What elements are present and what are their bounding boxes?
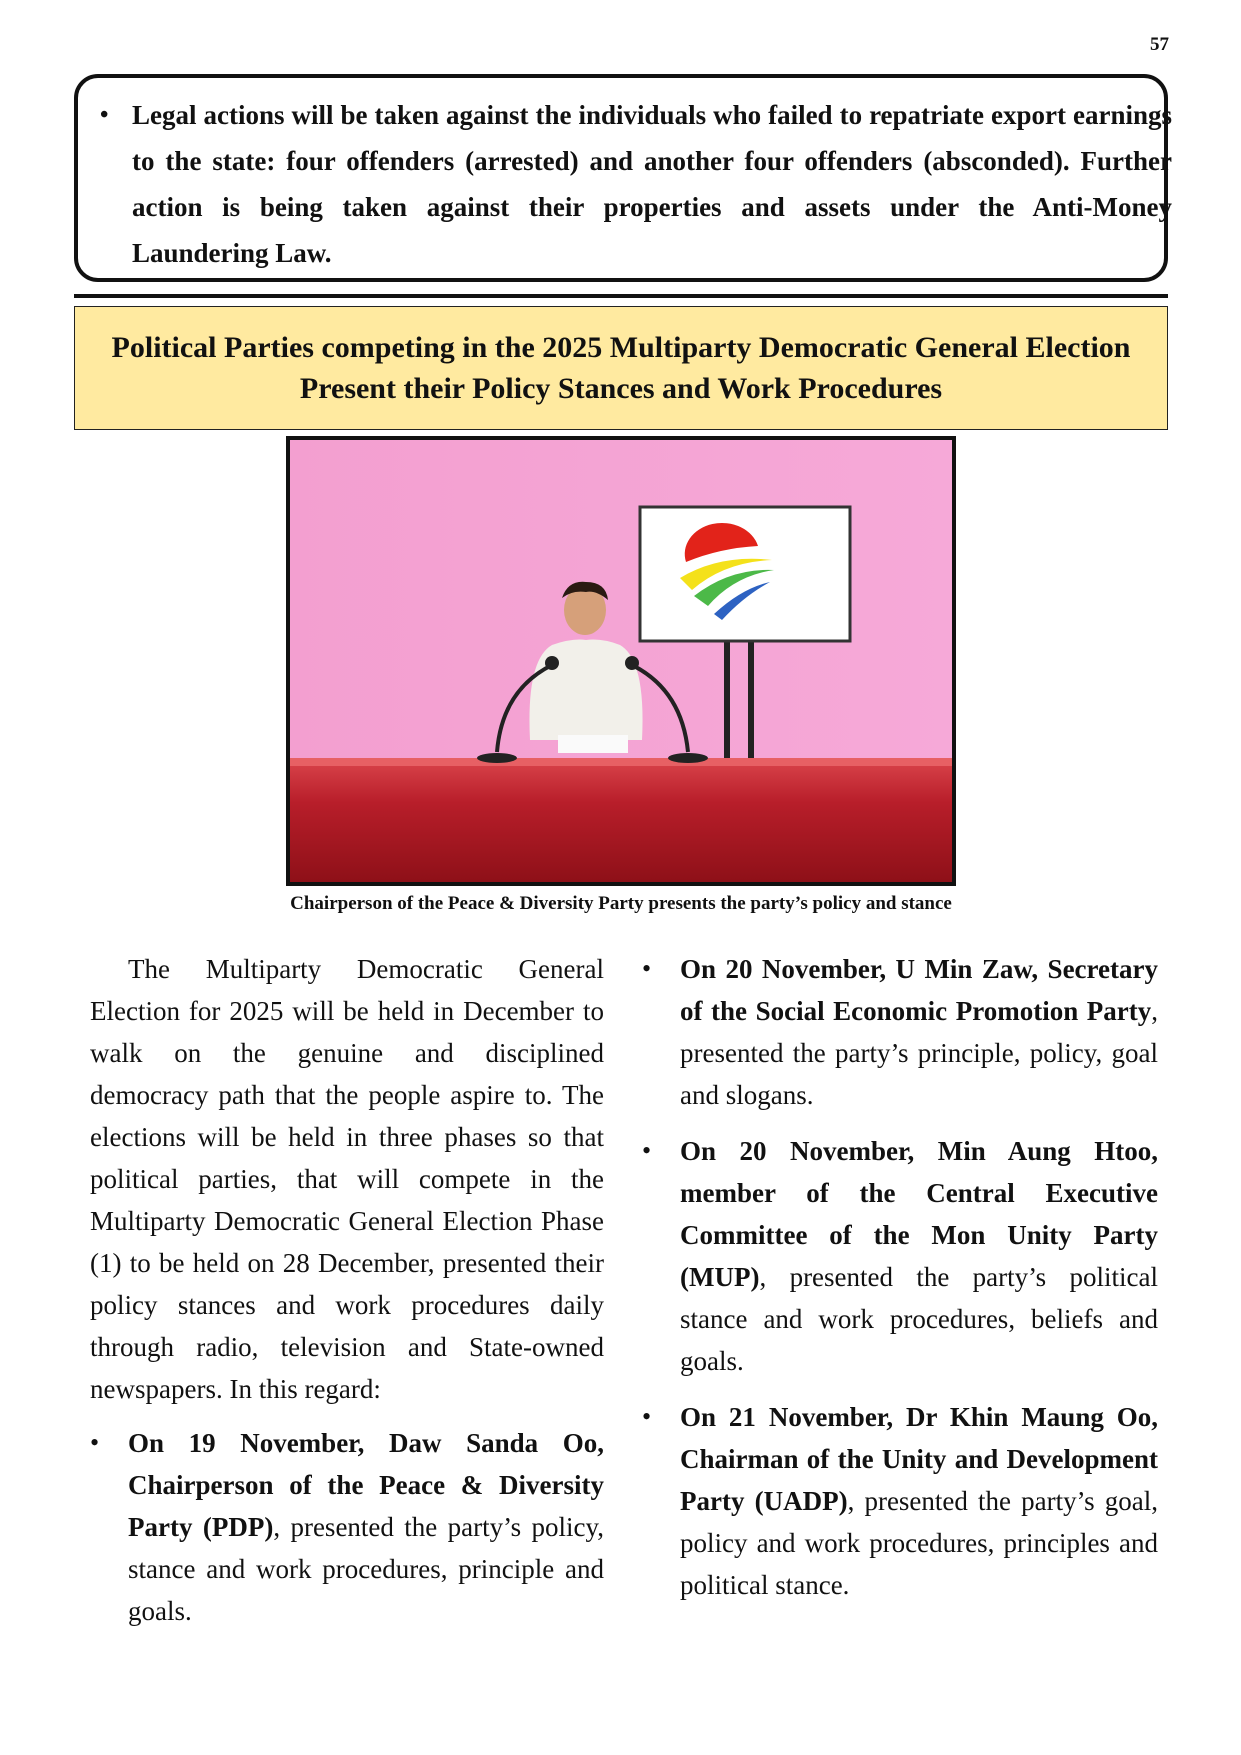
item-lead: On 20 November, U Min Zaw, Secretary of the Social Economic Promotion Party <box>680 954 1158 1026</box>
press-photo <box>286 436 956 886</box>
desk-edge <box>290 758 952 766</box>
photo-caption: Chairperson of the Peace & Diversity Party presents the party’s policy and stance <box>290 893 952 914</box>
bullet-icon: • <box>642 954 652 983</box>
bullet-icon: • <box>90 1428 100 1457</box>
section-heading <box>74 306 1168 430</box>
bullet-icon: • <box>642 1136 652 1165</box>
item-lead: On 20 November, Min Aung Htoo, member of the Central Executive Committee of the Mon Unity Party (MUP) <box>680 1136 1158 1292</box>
list-item <box>642 1130 1158 1382</box>
mic-base-left <box>477 753 517 763</box>
bullet-icon: • <box>100 102 109 128</box>
heading-line-1: Political Parties competing in the 2025 Multiparty Democratic General Election <box>111 331 1131 364</box>
list-item <box>90 1422 605 1632</box>
mic-base-right <box>668 753 708 763</box>
mic-head-right <box>625 656 639 670</box>
section-divider <box>74 294 1168 298</box>
right-column <box>642 948 1158 1620</box>
mic-head-left <box>545 656 559 670</box>
item-lead: On 21 November, Dr Khin Maung Oo, Chairman of the Unity and Development Party (UADP) <box>680 1402 1158 1516</box>
bullet-icon: • <box>642 1402 652 1431</box>
page-number: 57 <box>1150 34 1169 55</box>
item-text: , presented the party’s political stance and work procedures, beliefs and goals. <box>680 1262 1158 1376</box>
callout-item <box>100 92 1172 276</box>
item-lead: On 19 November, Daw Sanda Oo, Chairperson of the Peace & Diversity Party (PDP) <box>128 1428 604 1542</box>
item-text: , presented the party’s principle, policy, goal and slogans. <box>680 996 1158 1110</box>
red-desk <box>290 760 952 882</box>
list-item <box>642 948 1158 1116</box>
intro-paragraph: The Multiparty Democratic General Election for 2025 will be held in December to walk on the genuine and disciplined democracy path that the people aspire to. The elections will be held in three phases so that political parties, that will compete in the Multiparty Democratic General Election Phase (1) to be held on 28 December, presented their policy stances and work procedures daily through radio, television and State-owned newspapers. In this regard: <box>90 954 604 1404</box>
left-column <box>90 948 604 1632</box>
list-item <box>642 1396 1158 1606</box>
item-text: , presented the party’s policy, stance and work procedures, principle and goals. <box>128 1512 605 1626</box>
heading-line-2: Present their Policy Stances and Work Procedures <box>299 372 943 405</box>
paper-sheet <box>558 735 628 753</box>
item-text: , presented the party’s goal, policy and work procedures, principles and political stance. <box>680 1486 1158 1600</box>
callout-text: Legal actions will be taken against the individuals who failed to repatriate export earnings to the state: four offenders (arrested) and another four offenders (absconded). Further action is being taken against their properties and assets under the Anti-Money Laundering Law. <box>132 100 1172 268</box>
photo-illustration <box>290 440 952 882</box>
callout-box <box>74 74 1172 282</box>
